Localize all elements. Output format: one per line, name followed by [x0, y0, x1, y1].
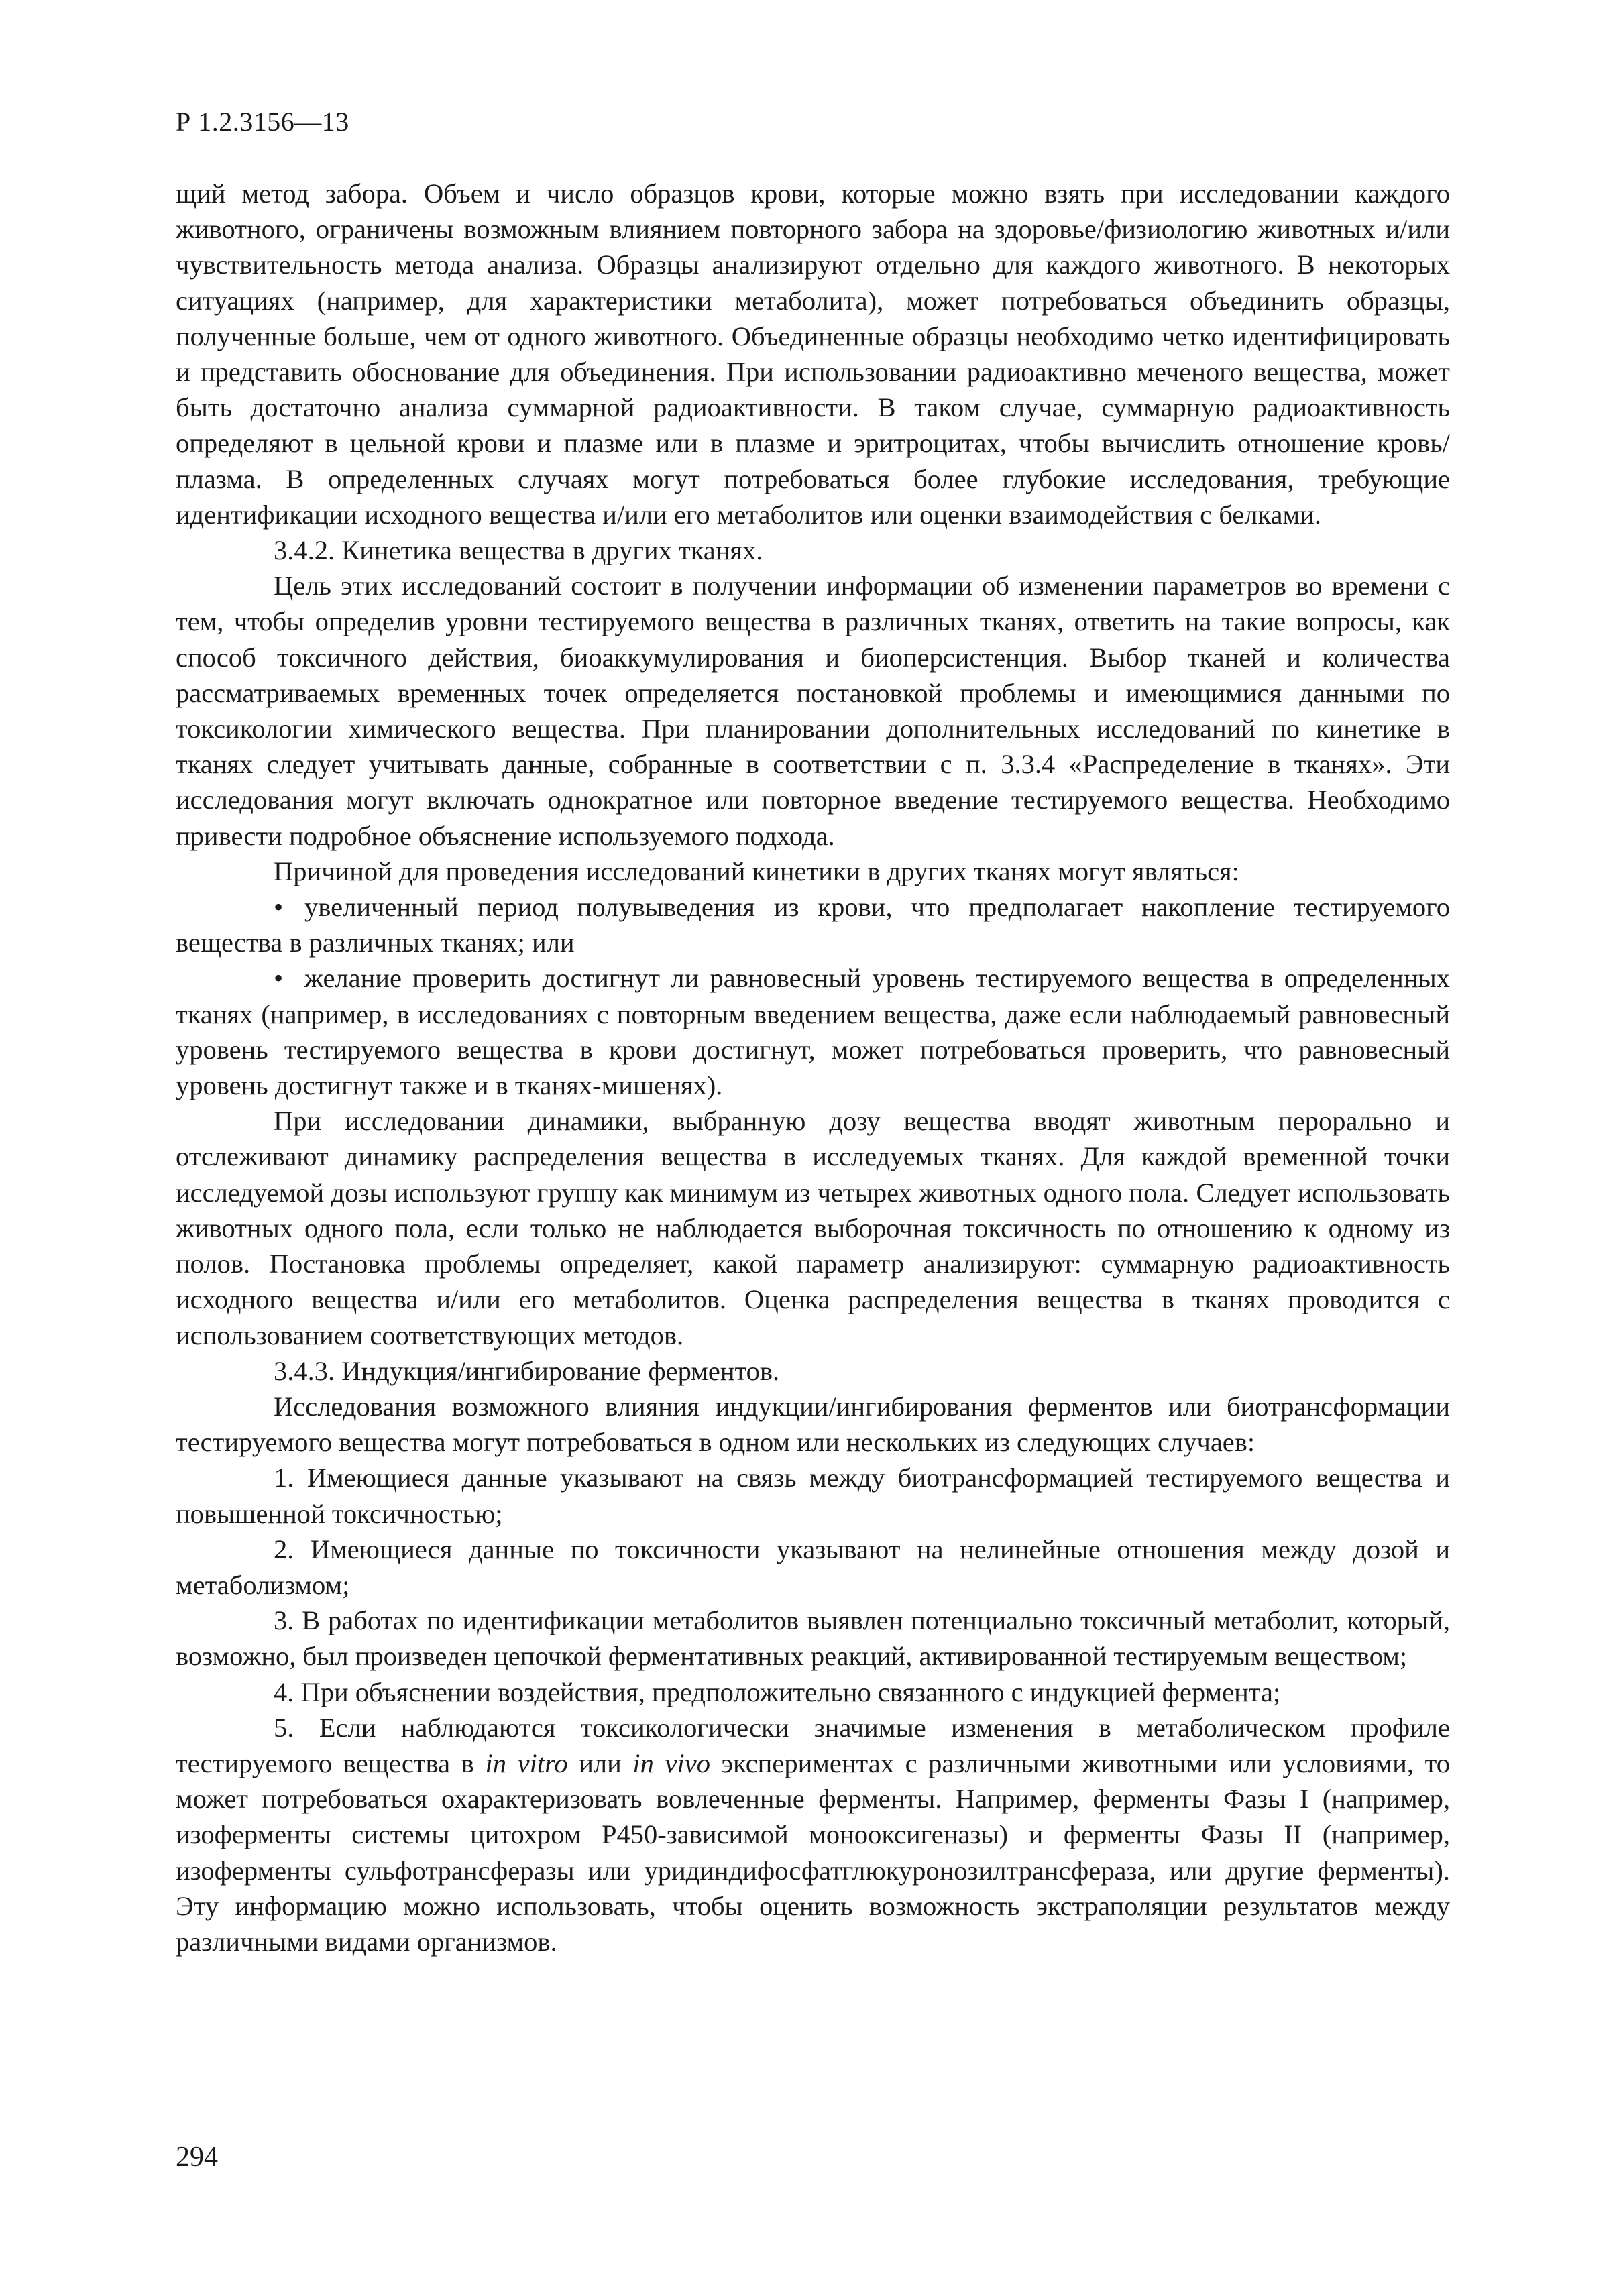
section-3-4-3-title: 3.4.3. Индукция/ингибирование ферментов.	[274, 1355, 780, 1386]
list-item-3: 3. В работах по идентификации метаболитов выявлен потенциально токсичный метаболит, который, возможно, был произведен цепочкой ферментативных реакций, активированной тестируемым веществом;	[176, 1605, 1450, 1672]
bullet-item-half-life	[176, 889, 1450, 960]
list-item-2: 2. Имеющиеся данные по токсичности указывают на нелинейные отношения между дозой и метаболизмом;	[176, 1534, 1450, 1600]
paragraph-dynamics-study: При исследовании динамики, выбранную дозу вещества вводят животным перорально и отслеживают динамику распределения вещества в исследуемых тканях. Для каждой временной точки исследуемой дозы используют группу как минимум из четырех животных одного пола. Следует использовать животных одного пола, если только не наблюдается выборочная токсичность по отношению к одному из полов. Постановка проблемы определяет, какой параметр анализируют: суммарную радиоактивность исходного вещества и/или его метаболитов. Оценка распределения вещества в тканях проводится с использованием соответствующих методов.	[176, 1106, 1450, 1351]
paragraph-enzyme-cases-intro: Исследования возможного влияния индукции/ингибирования ферментов или биотрансформации тестируемого вещества могут потребоваться в одном или нескольких из следующих случаев:	[176, 1391, 1450, 1458]
bullet-item-equilibrium	[176, 960, 1450, 1103]
bullet-text: желание проверить достигнут ли равновесный уровень тестируемого вещества в определенных тканях (например, в исследованиях с повторным введением вещества, даже если наблюдаемый равновесный уровень тестируемого вещества в крови достигнут, может потребоваться проверить, что равновесный уровень достигнут также и в тканях-мишенях).	[176, 963, 1450, 1101]
list-item-5	[176, 1710, 1450, 1959]
paragraph-blood-sampling: щий метод забора. Объем и число образцов крови, которые можно взять при исследовании каждого животного, ограничены возможным влиянием повторного забора на здоровье/физиологию животных и/или чувствительность метода анализа. Образцы анализируют отдельно для каждого животного. В некоторых ситуациях (например, для характеристики метаболита), может потребоваться объединить образцы, полученные больше, чем от одного животного. Объединенные образцы необходимо четко идентифицировать и представить обоснование для объединения. При использовании радиоактивно меченого вещества, может быть достаточно анализа суммарной радиоактивности. В таком случае, суммарную радиоактивность определяют в цельной крови и плазме или в плазме и эритроцитах, чтобы вычислить отношение кровь/плазма. В определенных случаях могут потребоваться более глубокие исследования, требующие идентификации исходного вещества и/или его метаболитов или оценки взаимодействия с белками.	[176, 178, 1450, 530]
bullet-icon: •	[274, 963, 284, 994]
page-number: 294	[176, 2142, 218, 2173]
list-item-5-text-a: 5. Если наблюдаются токсикологически значимые изменения в метаболическом профиле тестируемого вещества в	[176, 1712, 1450, 1778]
list-item-1: 1. Имеющиеся данные указывают на связь между биотрансформацией тестируемого вещества и повышенной токсичностью;	[176, 1462, 1450, 1529]
paragraph-reasons-intro: Причиной для проведения исследований кинетики в других тканях могут являться:	[274, 856, 1239, 886]
list-item-4: 4. При объяснении воздействия, предположительно связанного с индукцией фермента;	[274, 1676, 1281, 1707]
bullet-icon: •	[274, 892, 284, 923]
list-item-5-text-c: экспериментах с различными животными или условиями, то может потребоваться охарактеризовать вовлеченные ферменты. Например, ферменты Фазы I (например, изоферменты системы цитохром Р450-зависимой монооксигеназы) и ферменты Фазы II (например, изоферменты сульфотрансферазы или уридиндифосфатглюкуронозилтрансфераза, или другие ферменты). Эту информацию можно использовать, чтобы оценить возможность экстраполяции результатов между различными видами организмов.	[176, 1747, 1450, 1957]
page-body	[176, 176, 1450, 1959]
list-item-5-text-b: или	[567, 1747, 633, 1778]
in-vivo-term: in vivo	[632, 1747, 711, 1778]
in-vitro-term: in vitro	[485, 1747, 568, 1778]
bullet-text: увеличенный период полувыведения из крови, что предполагает накопление тестируемого вещества в различных тканях; или	[176, 892, 1450, 958]
paragraph-tissue-kinetics-goal: Цель этих исследований состоит в получении информации об изменении параметров во времени с тем, чтобы определив уровни тестируемого вещества в различных тканях, ответить на такие вопросы, как способ токсичного действия, биоаккумулирования и биоперсистенция. Выбор тканей и количества рассматриваемых временных точек определяется постановкой проблемы и имеющимися данными по токсикологии химического вещества. При планировании дополнительных исследований по кинетике в тканях следует учитывать данные, собранные в соответствии с п. 3.3.4 «Распределение в тканях». Эти исследования могут включать однократное или повторное введение тестируемого вещества. Необходимо привести подробное объяснение используемого подхода.	[176, 571, 1450, 851]
document-code-header: Р 1.2.3156—13	[176, 107, 349, 137]
section-3-4-2-title: 3.4.2. Кинетика вещества в других тканях.	[274, 535, 763, 566]
